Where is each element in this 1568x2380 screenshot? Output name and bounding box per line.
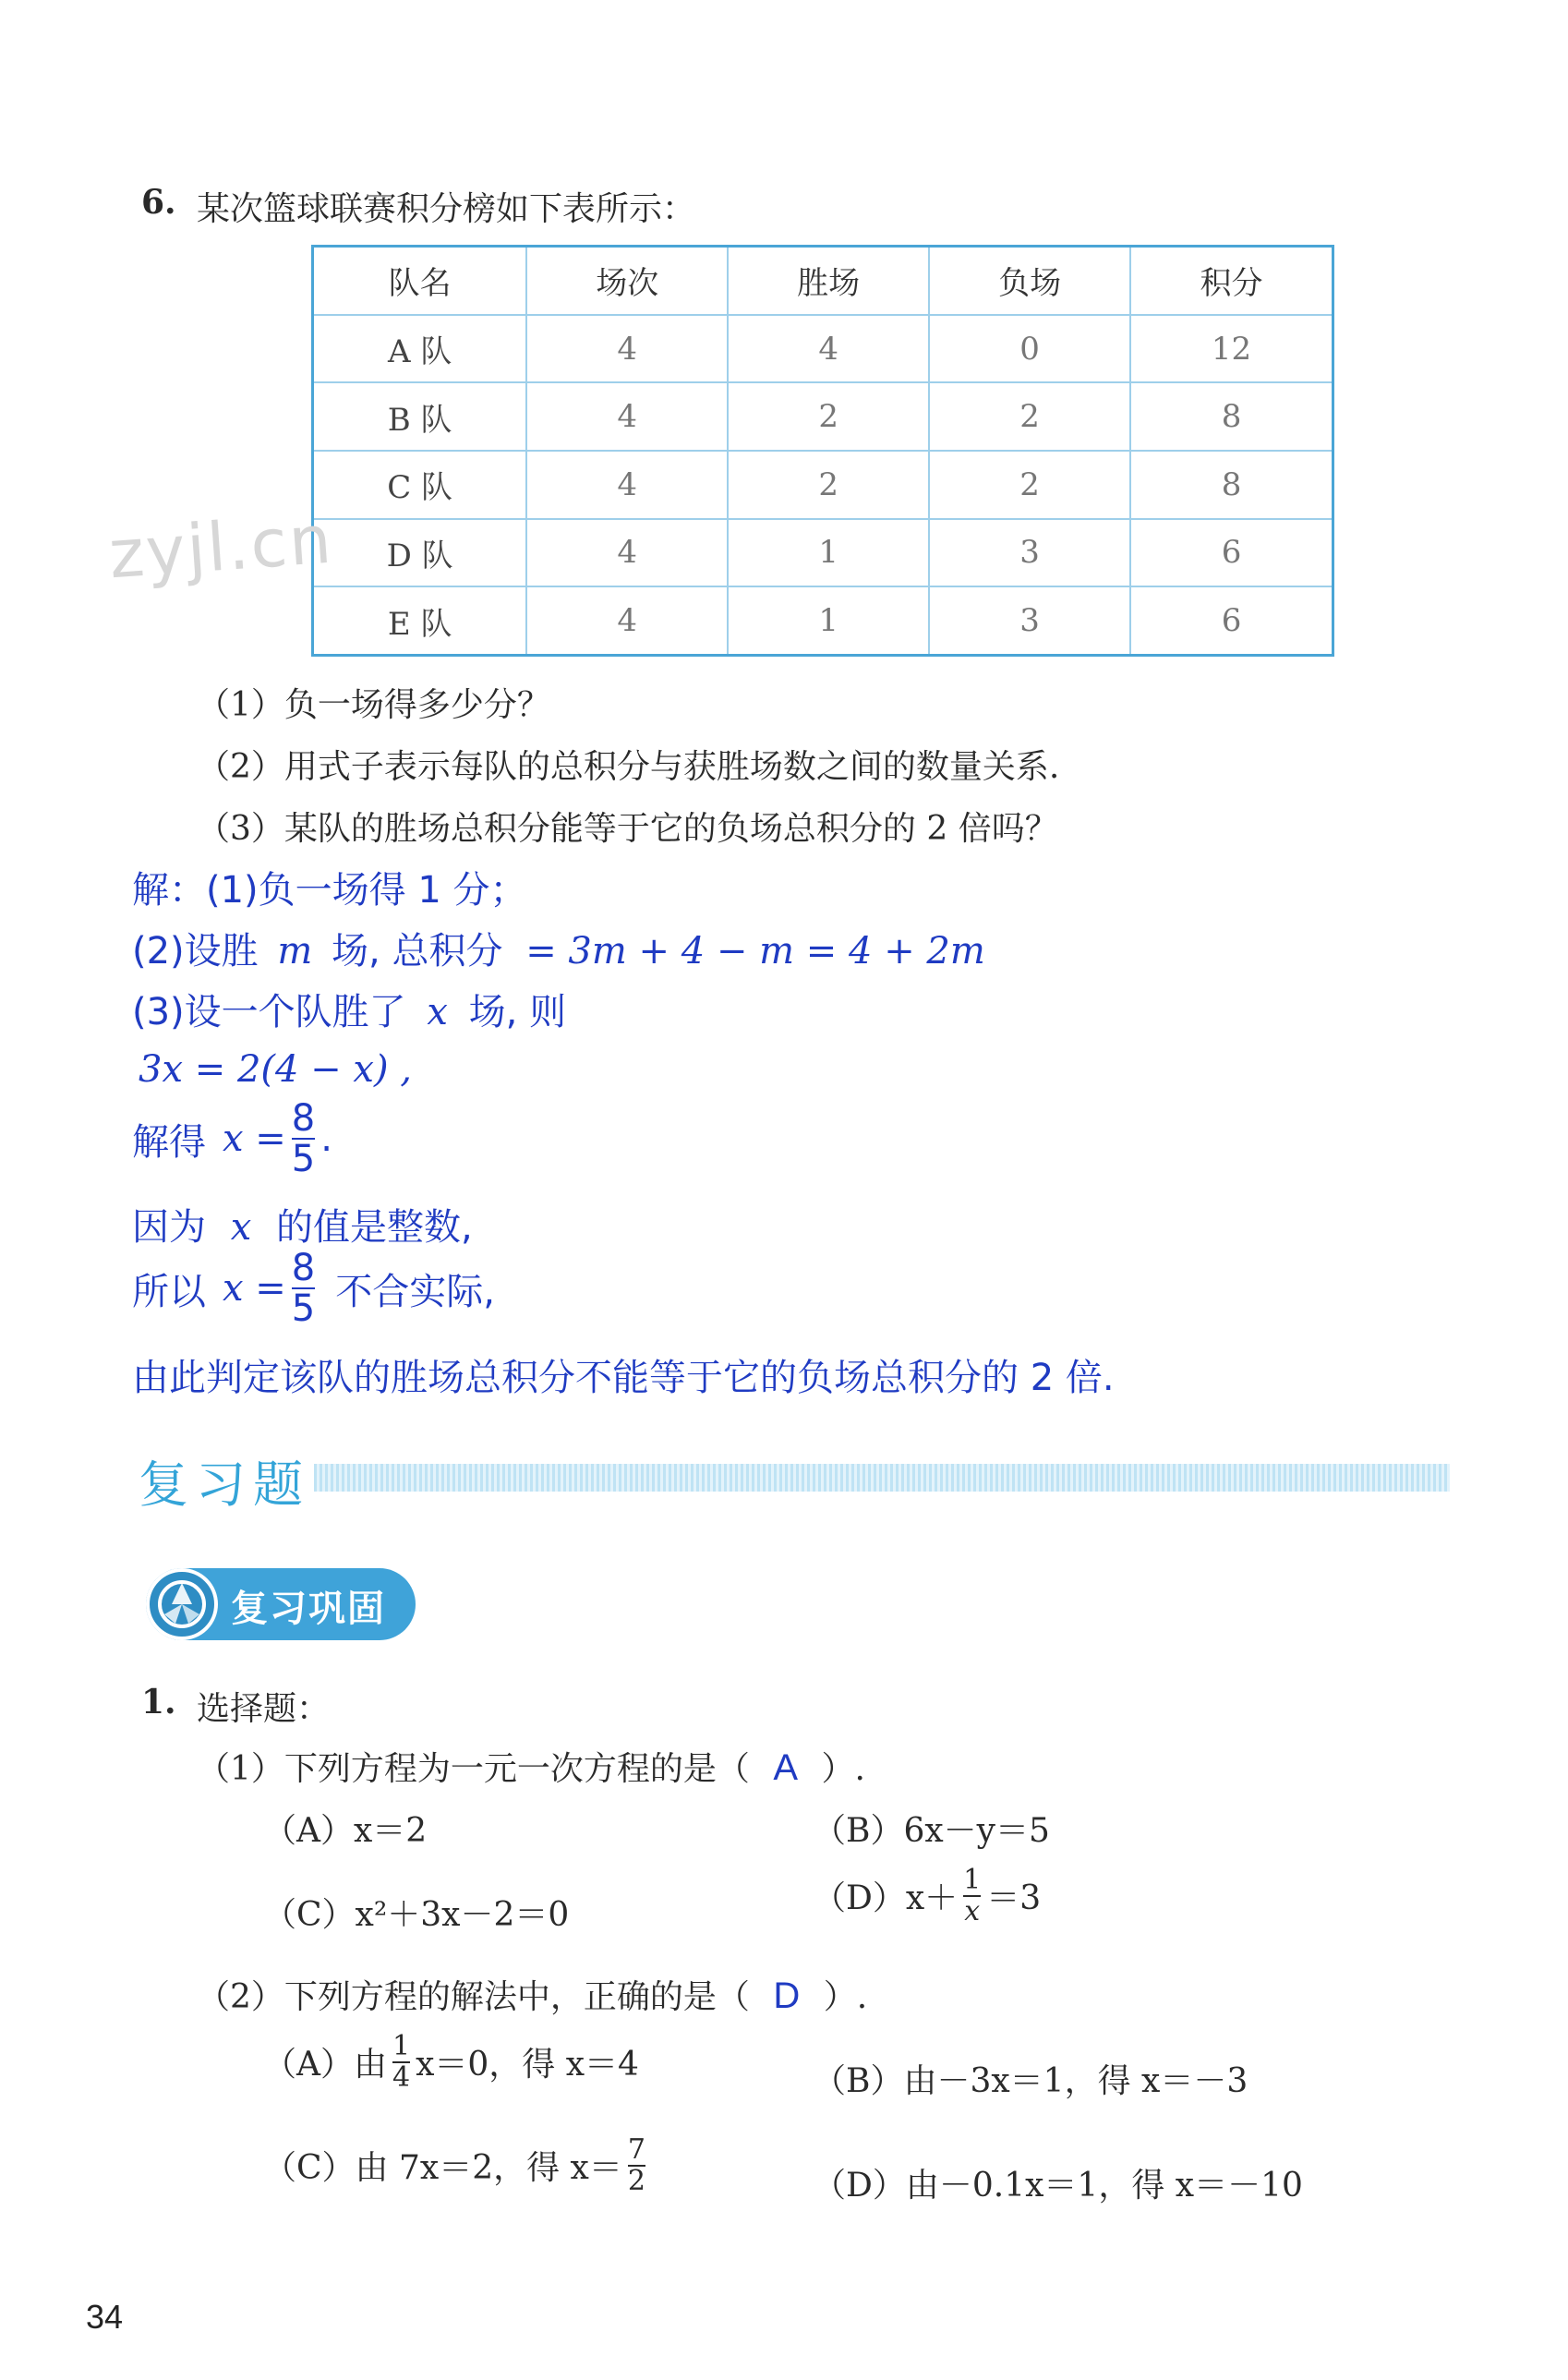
answer-line-8: 由此判定该队的胜场总积分不能等于它的负场总积分的 2 倍. <box>132 1357 1115 1399</box>
fraction-denominator: 2 <box>627 2164 645 2197</box>
table-cell: 8 <box>1130 451 1333 519</box>
table-cell: 1 <box>728 586 929 655</box>
answer-text: . <box>320 1118 332 1160</box>
table-cell: 3 <box>929 586 1130 655</box>
header-cell: 积分 <box>1130 247 1333 315</box>
equation: 3x = 2(4 − x) , <box>139 1048 412 1091</box>
answer-text: 场, 总积分 <box>332 930 503 973</box>
question-number: 1. <box>141 1683 176 1722</box>
fraction-denominator: 5 <box>291 1287 316 1330</box>
table-cell: 2 <box>728 451 929 519</box>
team-cell: B 队 <box>313 382 527 451</box>
equation: = 3m + 4 − m = 4 + 2m <box>525 930 985 973</box>
fraction <box>292 1099 315 1178</box>
answer-text: 解得 <box>132 1120 206 1164</box>
fraction <box>392 2032 410 2092</box>
table-cell: 4 <box>526 315 728 383</box>
section-divider <box>314 1464 1450 1492</box>
option-d <box>813 1866 1041 1926</box>
option-text: （D）x＋ <box>813 1879 959 1917</box>
table-row <box>313 519 1333 587</box>
option-text: x＝0，得 x＝4 <box>416 2046 639 2084</box>
answer-text: 不合实际, <box>335 1270 495 1313</box>
fraction-numerator: 7 <box>627 2133 645 2166</box>
fraction-denominator: x <box>964 1894 981 1927</box>
subquestion-text: （2）下列方程的解法中，正确的是（ <box>197 1978 750 2016</box>
watermark: zyjl.cn <box>106 500 336 594</box>
table-header-row <box>313 247 1333 315</box>
question-stem: 选择题： <box>197 1690 331 1728</box>
team-cell: C 队 <box>313 451 527 519</box>
table-cell: 4 <box>526 451 728 519</box>
subquestion-3: （3）某队的胜场总积分能等于它的负场总积分的 2 倍吗？ <box>197 810 1058 848</box>
table-cell: 6 <box>1130 519 1333 587</box>
fraction-numerator: 1 <box>392 2030 411 2062</box>
section-badge <box>146 1568 416 1640</box>
fraction-denominator: 5 <box>291 1138 316 1180</box>
math-var: x <box>427 991 448 1033</box>
option-a: （A）x＝2 <box>263 1812 428 1850</box>
option-c: （C）x²＋3x－2＝0 <box>263 1896 570 1934</box>
table-cell: 8 <box>1130 382 1333 451</box>
answer-text: (2)设胜 <box>132 930 259 973</box>
answer-choice: A <box>773 1747 799 1788</box>
table-row <box>313 586 1333 655</box>
math-var: m <box>277 930 313 973</box>
fraction-numerator: 8 <box>291 1247 316 1289</box>
table-row <box>313 315 1333 383</box>
badge-label: 复习巩固 <box>231 1588 386 1630</box>
subquestion-1 <box>197 1743 865 1790</box>
answer-choice: D <box>773 1975 801 2016</box>
table-cell: 12 <box>1130 315 1333 383</box>
table-cell: 2 <box>728 382 929 451</box>
table-cell: 2 <box>929 451 1130 519</box>
answer-line-2 <box>132 922 985 974</box>
answer-text: 的值是整数, <box>276 1206 473 1249</box>
answer-line-6 <box>132 1198 473 1250</box>
header-cell: 胜场 <box>728 247 929 315</box>
answer-text: (3)设一个队胜了 <box>132 991 406 1033</box>
header-cell: 负场 <box>929 247 1130 315</box>
fraction <box>292 1249 315 1328</box>
option-a <box>263 2032 639 2092</box>
math-var: x <box>230 1206 252 1249</box>
table-row <box>313 451 1333 519</box>
answer-line-3 <box>132 983 566 1035</box>
section-title: 复习题 <box>139 1456 310 1514</box>
header-cell: 场次 <box>526 247 728 315</box>
table-row <box>313 382 1333 451</box>
subquestion-text: ）. <box>821 1750 865 1788</box>
answer-text: 因为 <box>132 1206 206 1249</box>
table-cell: 2 <box>929 382 1130 451</box>
equation: x = <box>223 1267 286 1310</box>
question-stem: 某次篮球联赛积分榜如下表所示： <box>197 190 696 228</box>
answer-text: 场, 则 <box>468 991 567 1033</box>
standings-table <box>311 245 1334 657</box>
table-cell: 0 <box>929 315 1130 383</box>
answer-line-1: 解：(1)负一场得 1 分； <box>132 869 527 912</box>
fraction <box>628 2135 645 2195</box>
fraction-numerator: 8 <box>291 1097 316 1140</box>
option-text: （C）由 7x＝2，得 x＝ <box>263 2149 622 2187</box>
table-cell: 4 <box>526 519 728 587</box>
table-cell: 6 <box>1130 586 1333 655</box>
answer-line-7 <box>132 1249 495 1328</box>
option-b: （B）由－3x＝1，得 x＝－3 <box>813 2062 1248 2100</box>
subquestion-text: ）. <box>823 1978 868 2016</box>
option-b: （B）6x－y＝5 <box>813 1812 1050 1850</box>
table-cell: 3 <box>929 519 1130 587</box>
option-text: （A）由 <box>263 2046 387 2084</box>
fraction-denominator: 4 <box>392 2060 411 2094</box>
page-number: 34 <box>86 2298 124 2336</box>
option-text: ＝3 <box>986 1879 1042 1917</box>
answer-line-5 <box>132 1099 332 1178</box>
question-number: 6. <box>141 183 176 222</box>
answer-text: 所以 <box>132 1270 206 1313</box>
subquestion-text: （1）下列方程为一元一次方程的是（ <box>197 1750 750 1788</box>
team-cell: D 队 <box>313 519 527 587</box>
option-d: （D）由－0.1x＝1，得 x＝－10 <box>813 2167 1303 2205</box>
fraction-numerator: 1 <box>963 1864 982 1896</box>
table-cell: 4 <box>728 315 929 383</box>
option-c <box>263 2135 651 2195</box>
subquestion-2: （2）用式子表示每队的总积分与获胜场数之间的数量关系. <box>197 748 1060 786</box>
aperture-icon <box>146 1568 218 1640</box>
team-cell: E 队 <box>313 586 527 655</box>
subquestion-2 <box>197 1971 867 2018</box>
equation: x = <box>223 1118 286 1160</box>
table-cell: 4 <box>526 586 728 655</box>
table-cell: 1 <box>728 519 929 587</box>
header-cell: 队名 <box>313 247 527 315</box>
table-cell: 4 <box>526 382 728 451</box>
team-cell: A 队 <box>313 315 527 383</box>
subquestion-1: （1）负一场得多少分？ <box>197 686 550 724</box>
fraction <box>963 1866 981 1926</box>
